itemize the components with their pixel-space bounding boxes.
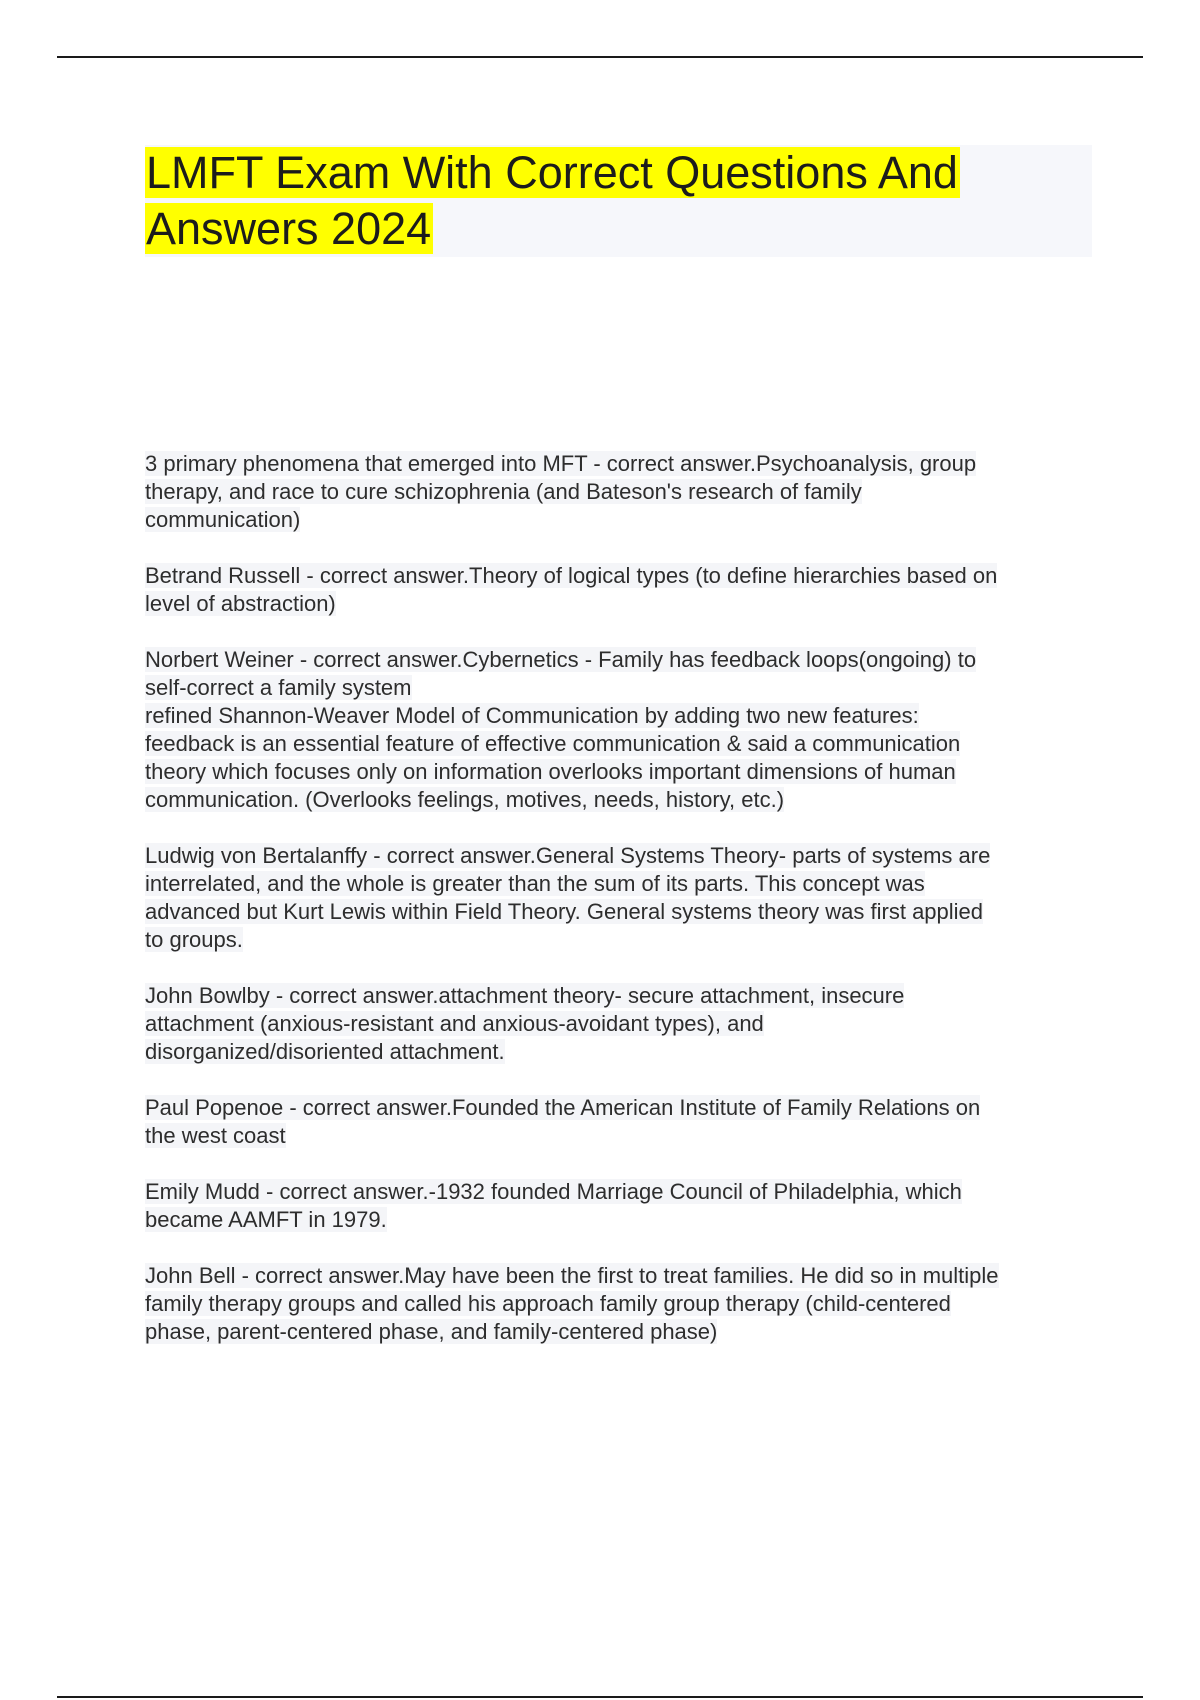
qa-list (145, 450, 1095, 1374)
qa-entry-line (145, 786, 1095, 814)
qa-entry-text: communication) (145, 507, 301, 532)
qa-entry-line (145, 478, 1095, 506)
qa-entry-text: became AAMFT in 1979. (145, 1207, 387, 1232)
qa-entry-line (145, 1178, 1095, 1206)
qa-entry-text: Betrand Russell - correct answer.Theory of logical types (to define hierarchies based on (145, 563, 998, 588)
qa-entry-text: John Bowlby - correct answer.attachment theory- secure attachment, insecure (145, 983, 905, 1008)
qa-entry-line (145, 926, 1095, 954)
qa-entry-line (145, 702, 1095, 730)
qa-entry-line (145, 674, 1095, 702)
qa-entry-text: interrelated, and the whole is greater than the sum of its parts. This concept was (145, 871, 925, 896)
qa-entry-line (145, 450, 1095, 478)
qa-entry-line (145, 1010, 1095, 1038)
qa-entry-line (145, 1318, 1095, 1346)
qa-entry-text: John Bell - correct answer.May have been the first to treat families. He did so in multiple (145, 1263, 999, 1288)
header-rule (57, 56, 1143, 58)
qa-entry (145, 646, 1095, 814)
qa-entry-text: advanced but Kurt Lewis within Field Theory. General systems theory was first applied (145, 899, 984, 924)
qa-entry (145, 1094, 1095, 1150)
qa-entry-text: to groups. (145, 927, 243, 952)
qa-entry-text: therapy, and race to cure schizophrenia (and Bateson's research of family (145, 479, 862, 504)
qa-entry-text: attachment (anxious-resistant and anxious-avoidant types), and (145, 1011, 764, 1036)
qa-entry-text: phase, parent-centered phase, and family-centered phase) (145, 1319, 718, 1344)
qa-entry-line (145, 1206, 1095, 1234)
qa-entry-text: the west coast (145, 1123, 286, 1148)
qa-entry-text: refined Shannon-Weaver Model of Communication by adding two new features: (145, 703, 919, 728)
qa-entry-line (145, 1290, 1095, 1318)
qa-entry (145, 982, 1095, 1066)
title-line-2: Answers 2024 (146, 203, 432, 254)
qa-entry-text: communication. (Overlooks feelings, motives, needs, history, etc.) (145, 787, 785, 812)
qa-entry-line (145, 1094, 1095, 1122)
qa-entry-line (145, 506, 1095, 534)
qa-entry-text: feedback is an essential feature of effective communication & said a communication (145, 731, 961, 756)
title-block (145, 145, 1092, 257)
qa-entry-text: level of abstraction) (145, 591, 336, 616)
qa-entry-text: Emily Mudd - correct answer.-1932 founded Marriage Council of Philadelphia, which (145, 1179, 962, 1204)
qa-entry-text: Ludwig von Bertalanffy - correct answer.General Systems Theory- parts of systems are (145, 843, 991, 868)
qa-entry (145, 562, 1095, 618)
qa-entry-line (145, 646, 1095, 674)
qa-entry (145, 1178, 1095, 1234)
qa-entry-text: 3 primary phenomena that emerged into MFT - correct answer.Psychoanalysis, group (145, 451, 977, 476)
qa-entry-line (145, 870, 1095, 898)
qa-entry (145, 1262, 1095, 1346)
qa-entry-line (145, 1262, 1095, 1290)
footer-rule (57, 1696, 1143, 1698)
qa-entry-text: theory which focuses only on information overlooks important dimensions of human (145, 759, 956, 784)
title-line-1: LMFT Exam With Correct Questions And (146, 147, 958, 198)
qa-entry-line (145, 982, 1095, 1010)
qa-entry-text: Norbert Weiner - correct answer.Cybernetics - Family has feedback loops(ongoing) to (145, 647, 977, 672)
qa-entry-text: disorganized/disoriented attachment. (145, 1039, 505, 1064)
qa-entry-line (145, 1038, 1095, 1066)
qa-entry-line (145, 842, 1095, 870)
qa-entry-line (145, 1122, 1095, 1150)
qa-entry-line (145, 590, 1095, 618)
qa-entry-line (145, 730, 1095, 758)
qa-entry-line (145, 758, 1095, 786)
qa-entry-line (145, 562, 1095, 590)
qa-entry-text: Paul Popenoe - correct answer.Founded the American Institute of Family Relations on (145, 1095, 981, 1120)
qa-entry-text: self-correct a family system (145, 675, 412, 700)
qa-entry-text: family therapy groups and called his approach family group therapy (child-centered (145, 1291, 951, 1316)
qa-entry (145, 842, 1095, 954)
document-title (145, 145, 1092, 257)
qa-entry-line (145, 898, 1095, 926)
qa-entry (145, 450, 1095, 534)
